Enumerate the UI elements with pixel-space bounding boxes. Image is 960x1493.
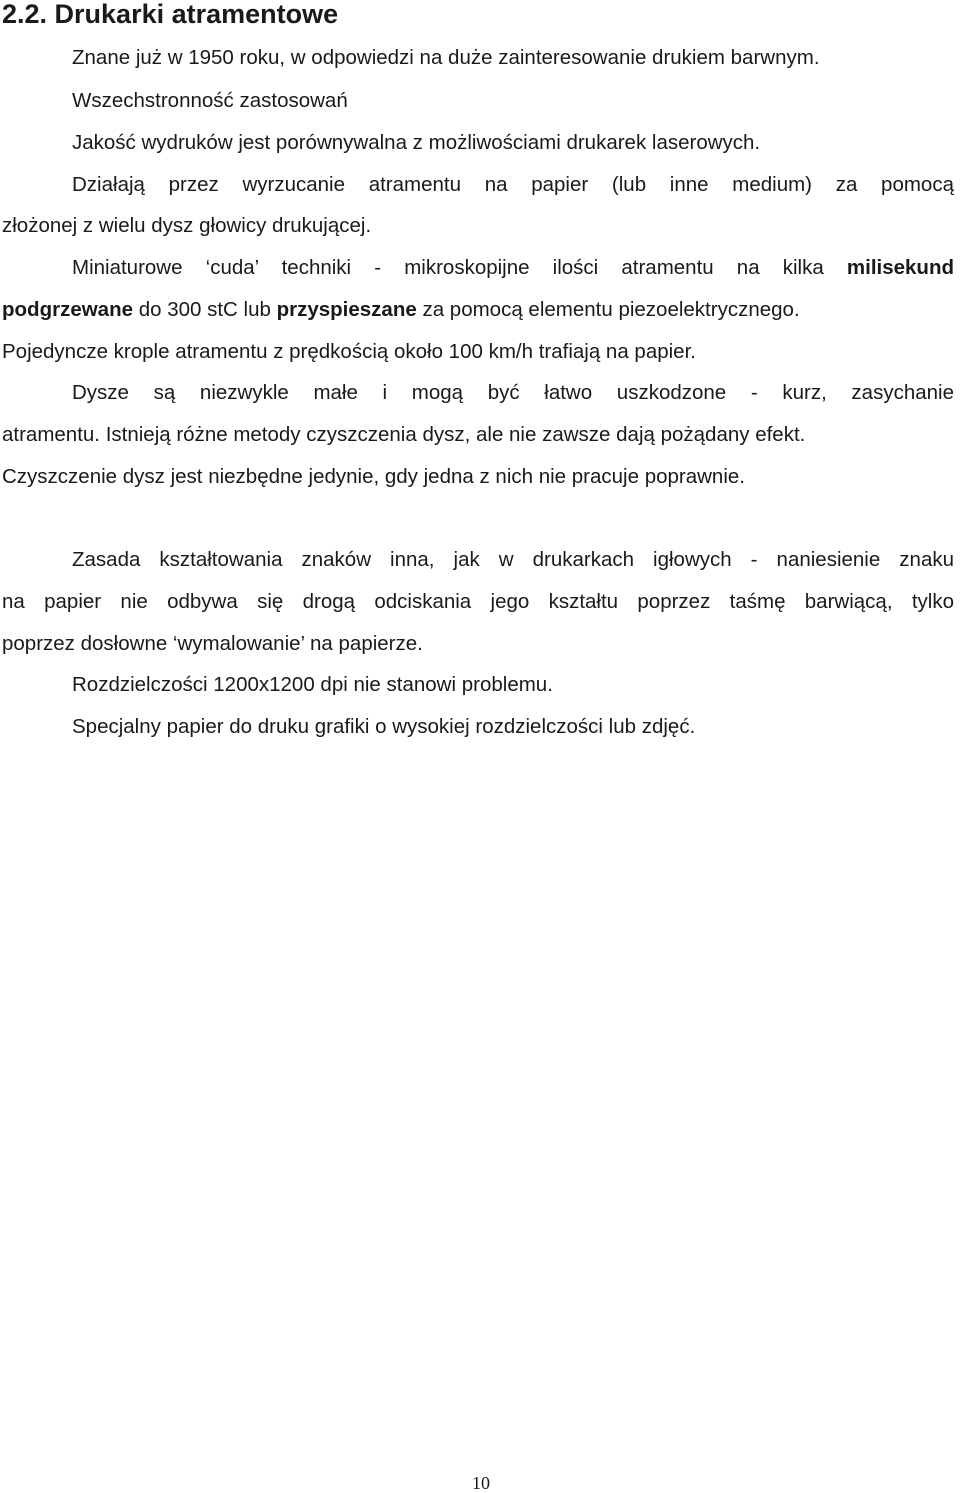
section-heading: 2.2. Drukarki atramentowe	[2, 0, 339, 29]
text-line-3: Jakość wydruków jest porównywalna z możliwościami drukarek laserowych.	[72, 131, 761, 154]
text-line-10: atramentu. Istnieją różne metody czyszczenia dysz, ale nie zawsze dają pożądany efekt.	[2, 423, 806, 446]
text-line-15: Rozdzielczości 1200x1200 dpi nie stanowi problemu.	[72, 673, 553, 696]
text-line-6	[72, 255, 954, 281]
bold-term-milisekund: milisekund	[846, 256, 954, 279]
text-line-12: Zasada kształtowania znaków inna, jak w drukarkach igłowych - naniesienie znaku	[72, 548, 954, 571]
bold-term-podgrzewane: podgrzewane	[2, 298, 133, 321]
text-line-1: Znane już w 1950 roku, w odpowiedzi na duże zainteresowanie drukiem barwnym.	[72, 46, 820, 69]
text-line-7-regular-b: za pomocą elementu piezoelektrycznego.	[416, 298, 800, 321]
text-line-7-regular-a: do 300 stC lub	[133, 298, 277, 321]
bold-term-przyspieszane: przyspieszane	[276, 298, 417, 321]
text-line-8: Pojedyncze krople atramentu z prędkością około 100 km/h trafiają na papier.	[2, 340, 696, 363]
text-line-7	[2, 297, 800, 323]
text-line-13: na papier nie odbywa się drogą odciskania jego kształtu poprzez taśmę barwiącą, tylko	[2, 590, 954, 613]
text-line-16: Specjalny papier do druku grafiki o wysokiej rozdzielczości lub zdjęć.	[72, 715, 696, 738]
text-line-2: Wszechstronność zastosowań	[72, 89, 348, 112]
text-line-14: poprzez dosłowne ‘wymalowanie’ na papierze.	[2, 632, 423, 655]
text-line-4: Działają przez wyrzucanie atramentu na papier (lub inne medium) za pomocą	[72, 173, 954, 196]
text-line-6-regular: Miniaturowe ‘cuda’ techniki - mikroskopijne ilości atramentu na kilka	[72, 256, 847, 279]
text-line-5: złożonej z wielu dysz głowicy drukującej.	[2, 214, 372, 237]
text-line-11: Czyszczenie dysz jest niezbędne jedynie, gdy jedna z nich nie pracuje poprawnie.	[2, 465, 745, 488]
page-number: 10	[472, 1473, 490, 1493]
text-line-9: Dysze są niezwykle małe i mogą być łatwo uszkodzone - kurz, zasychanie	[72, 381, 954, 404]
